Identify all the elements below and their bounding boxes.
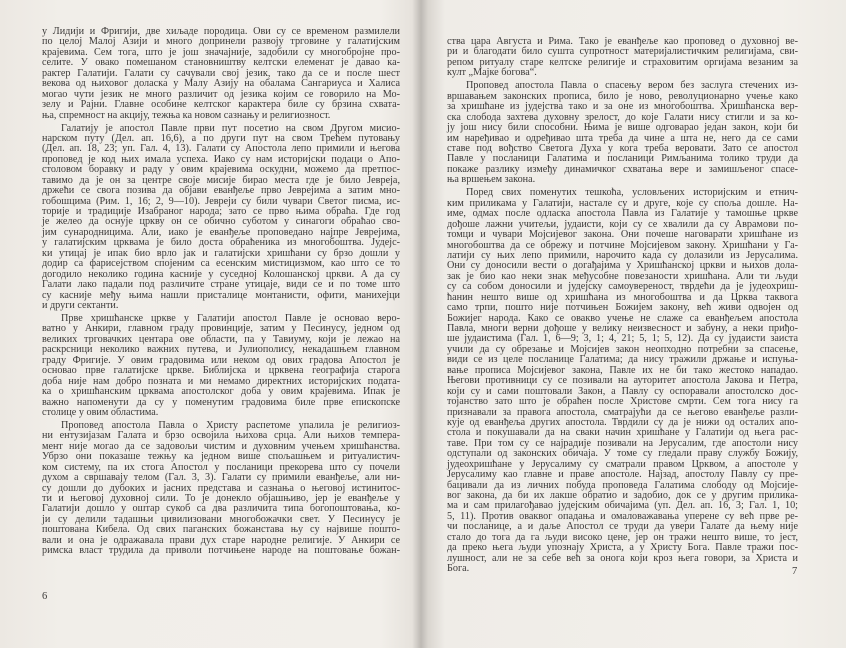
text-line: ком систему, па их стога Апостол у посланици прекорева што су почели (42, 461, 400, 473)
text-line: могао чути језик не много различит од језика којим се говорило на Мо- (42, 88, 400, 100)
text-line: поштована Кибела. Од свих паганских божанстава њу су највише пошто- (42, 524, 400, 536)
paragraph (447, 37, 798, 79)
text-line: ни ентузијазам Галата и брзо освојила њихова срца. Али њихов темпера- (42, 430, 400, 442)
text-line: име, одмах после одласка апостола Павла из Галатије у тамошње цркве (447, 208, 798, 220)
text-line: Проповед апостола Павла о Христу распетоме упалила је религиоз- (61, 419, 400, 431)
text-line: ји су делили тадашњи цивилизовани многобожачки свет. У Песинусу је (42, 513, 400, 525)
text-line: Поред свих поменутих тешкоћа, условљених историјским и етнич- (466, 187, 798, 199)
text-line: ки утицај је ипак био врло јак и галатијски хришћани су брзо дошли у (42, 247, 400, 259)
text-line: ска слобода захтева духовну зрелост, до које Галати нису стигли и за ко- (447, 111, 798, 123)
text-line: Убрзо они показаше тежњу ка једном више спољашњем и ритуалистич- (42, 451, 400, 463)
text-line: томци и чувари Мојсијевог закона. Они почеше наговарати хришћане из (447, 229, 798, 241)
text-line: да преко њега људи упознају Христа, а у Христу Бога. Павле тражи пос- (447, 542, 798, 554)
text-line: признавали за правога апостола, сматрајући да се његово еванђеље разли- (447, 406, 798, 418)
text-line: стало до тога да га људи високо цене, јер он тражи нешто више, то јест, (447, 531, 798, 543)
text-line: су дошли до дубоких и јасних представа и сазнања о његовој истинитос- (42, 482, 400, 494)
text-line: 5, 11). Против оваквог опадања и омаловажавања уперене су већ прве ре- (447, 510, 798, 522)
text-line: јудеохришћане у Јерусалиму су сматрали правом Црквом, а апостоле у (447, 458, 798, 470)
text-line: торије и традиције Изабраног народа; зато се прво њима обраћа. Где год (42, 206, 400, 218)
text-line: ма и сам прилагођавао јудејским обичајима (уп. Дел. ап. 16, 3; Гал. 1, 10; (447, 500, 798, 512)
paragraph (42, 27, 400, 121)
text-line: вали и она је одражавала прави дух старе народне религије. У Анкири се (42, 534, 400, 546)
text-line: нарском путу (Дел. ап. 16,6), а по други пут на свом Трећем путовању (42, 132, 400, 144)
text-line: духом а свршавају телом (Гал. 3, 3). Галати су примили еванђеље, али ни- (42, 472, 400, 484)
text-line: многобоштва да се обрежу и потчине Мојсијевом закону. Хришћани у Га- (447, 239, 798, 251)
text-line: вршавањем законских прописа, било је ново, револуционарно учење како (447, 90, 798, 102)
text-line: крајевима. Сем тога, што је још значајније, задобили су многобројне про- (42, 46, 400, 58)
text-line: важно напоменути да су у поменутим градовима биле прве епископске (42, 396, 400, 408)
text-line: учили да су обрезање и Мојсијев закон неопходно потребни за спасење, (447, 343, 798, 355)
text-line: Галатији дошло у оштар сукоб са два различита типа богопоштовања, ко- (42, 503, 400, 515)
text-line: гобошцима (Рим. 1, 16; 2, 9—10). Јевреји су били чувари Светог писма, ис- (42, 195, 400, 207)
text-line: ња, спремност на акцију, тежња ка новом сазнању и религиозност. (42, 109, 331, 121)
text-line: ња вршењем закона. (447, 174, 536, 186)
text-line: Павле у посланици Галатима и посланици Римљанима толико труди да (447, 153, 798, 165)
text-line: јим сународницима. Али, иако је еванђеље проповедано најпре Јеврејима, (42, 226, 400, 238)
right-page-text (447, 37, 798, 577)
text-line: по целој Малој Азији и много допринели развоју трговине у галатијским (42, 36, 400, 48)
text-line: зелу и Рајни. Главне особине келтског карактера биле су брзина схвата- (42, 99, 400, 111)
text-line: Јерусалиму као главне и праве апостоле. Најзад, апостолу Павлу су пре- (447, 469, 798, 481)
text-line: тавимо да је он за центре своје мисије бирао места где је било Јевреја, (42, 174, 400, 186)
text-line: столовом боравку и раду у овим крајевима оскудни, можемо да претпос- (42, 164, 400, 176)
text-line: таве. При том су се најрадије позивали на Јерусалим, где апостоли нису (447, 437, 798, 449)
paragraph (42, 421, 400, 557)
text-line: латији су њих лепо примили, нарочито када су долазили из Јерусалима. (447, 249, 798, 261)
text-line: за хришћане из јудејства тако и за оне из многобоштва. Хришћанска вер- (447, 101, 798, 113)
text-line: бацивали да из личних побуда проповеда Галатима слободу од Мојсије- (447, 479, 798, 491)
text-line: ка о хришћанским црквама апостолског доба у овим крајевима. Ипак је (42, 386, 400, 398)
text-line: ше јудаистима (Гал. 1, 6—9; 3, 1; 4, 21; 5, 1; 5, 12). Да су јудаисти заиста (447, 333, 798, 345)
text-line: су касније међу њима нашли присталице монтанисти, офити, манихејци (42, 289, 400, 301)
text-line: селите. У овако помешаном становништву келтски елеменат је давао ка- (42, 57, 400, 69)
text-line: ватно у Анкири, главном граду провинције, затим у Песинусу, једном од (42, 323, 400, 335)
text-line: зак је био као неки знак међусобне повезаности хришћана. Али ти људи (447, 270, 798, 282)
text-line: Његови противници су се позивали на ауторитет апостола Јакова и Петра, (447, 375, 798, 387)
text-line: додир са фарисејством спојеним са есенским мистицизмом, као што се то (42, 258, 400, 270)
text-line: (Дел. ап. 18, 23; уп. Гал. 4, 13). Галати су Апостола лепо примили и његова (42, 143, 400, 155)
text-line: ри и благодати било сушта супротност материјалистичким религијама, сви- (447, 46, 798, 58)
text-line: види се из целе посланице Галатима; да нису тражили држање и испуња- (447, 354, 798, 366)
text-line: држећи се свога позива да објави еванђеље прво Јеврејима а затим мно- (42, 185, 400, 197)
text-line: и други сектанти. (42, 299, 119, 311)
text-line: ти и његовој духовној сили. То је донекло објашњиво, јер је еванђеље у (42, 493, 400, 505)
text-line: у Лидији и Фригији, две хиљаде породица. Ови су се временом размилели (42, 26, 400, 37)
text-line: вог закона, да би их лакше обратио и задобио, док се у другим прилика- (447, 490, 798, 501)
text-line: Галати лако падали под различите стране утицаје, види се и по томе што (42, 279, 400, 291)
text-line: граду Фригије. У овим градовима или неком од ових градова Апостол је (42, 354, 400, 366)
text-line: догодило неколико година касније у суседној Колошанској цркви. А да су (42, 268, 400, 280)
text-line: Они су доносили вести о догађајима у Хришћанској цркви и њихов дола- (447, 260, 798, 272)
text-line: који су и сами поштовали Закон, а Павлу су оспоравали апостолско дос- (447, 385, 798, 397)
text-line: рактер Галатији. Галати су сачували свој језик, тако да се и после шест (42, 67, 400, 79)
text-line: проповед је код њих имала успеха. Иако су нам историјски подаци о Апо- (42, 153, 400, 165)
paragraph (42, 124, 400, 312)
text-line: ћанин нешто више од хришћана из многобоштва и да Црква таквога (447, 291, 798, 303)
text-line: доба није нам добро позната и ми немамо директних историјских подата- (42, 375, 400, 387)
text-line: одступали од законских обичаја. У томе су гледали праву службу Божију, (447, 448, 798, 460)
text-line: ставе под вођство Светога Духа у кога треба веровати. Зато се апостол (447, 142, 798, 154)
text-line: лушност, али не за себе већ за онога који кроз њега говори, за Христа и (447, 552, 798, 564)
text-line: ким приликама у Галатији, настале су и друге, које су споља дошле. На- (447, 197, 798, 209)
text-line: стола и покушавали да на сваки начин хришћане у Галатији од њега рас- (447, 427, 798, 439)
text-line: чи посланице, а и даље Апостол се труди да увери Галате да њему није (447, 521, 798, 533)
text-line: Павла, многи верни дођоше у велику неизвесност и забуну, а неки приђо- (447, 323, 798, 334)
left-page-text (42, 27, 400, 559)
text-line: Бога. (447, 563, 470, 575)
text-line: раскрсници неколико важних путева, и Јулиополису, некадашњем главном (42, 344, 400, 356)
paragraph (42, 314, 400, 418)
paragraph (447, 188, 798, 574)
text-line: вање прописа Мојсијевог закона, Павле их не би тако жестоко нападао. (447, 364, 798, 376)
text-line: великих трговачких центара ове области, па у Тавиуму, који је лежао на (42, 333, 400, 345)
text-line: Прве хришћанске цркве у Галатији апостол Павле је основао веро- (61, 313, 400, 324)
text-line: култ „Мајке богова“. (447, 67, 537, 79)
text-line: Проповед апостола Павла о спасењу вером без заслуга стечених из- (466, 80, 798, 92)
text-line: Галатију је апостол Павле први пут посетио на свом Другом мисио- (61, 122, 400, 134)
text-line: кује од еванђеља других апостола. Тврдили су да је нижи од осталих апо- (447, 416, 798, 428)
text-line: у галатијским црквама је било доста обраћеника из многобоштва. Јудејс- (42, 237, 400, 249)
text-line: су са собом доносили и јудејску самоувереност, тврдећи да је јудеохриш- (447, 281, 798, 293)
text-line: дођоше лажни учитељи, јудаисти, који су се хвалили да су Аврамови по- (447, 218, 798, 230)
text-line: тојанство зато што је обраћен после Христове смрти. Сем тога нису га (447, 396, 798, 408)
text-line: репом ритуалу старе келтске религије и страховитим оргијама везаним за (447, 56, 798, 68)
text-line: ства цара Августа и Рима. Тако је еванђеље као проповед о духовној ве- (447, 36, 798, 47)
text-line: само трпи, пошто није потчињен Божијем закону, већ живи одвојен од (447, 302, 798, 314)
text-line: им наређивао и одређивао шта треба да чине а шта не, него да се сами (447, 132, 798, 144)
text-line: векова од њиховог доласка у Малу Азију на обалама Сангариуса и Халиса (42, 78, 400, 90)
page-number-left: 6 (42, 591, 48, 602)
paragraph (447, 81, 798, 185)
text-line: мент није могао да се задовољи чистим и духовним учењем хришћанства. (42, 440, 400, 452)
text-line: ју још нису били способни. Њима је више одговарао један закон, који би (447, 122, 798, 134)
text-line: римска власт трудила да приволи потчињене народе на поштовање божан- (42, 545, 400, 557)
page-number-right: 7 (792, 566, 798, 577)
text-line: основао прве галатијске цркве. Библијска и црквена географија старога (42, 365, 400, 377)
text-line: је желео да оснује цркву он се обично суботом у синагоги обраћао сво- (42, 216, 400, 228)
text-line: Божијег народа. Како се овакво учење не слаже са еванђељем апостола (447, 312, 798, 324)
text-line: покаже разлику између динамичког схватања вере и замишљеног спасе- (447, 163, 798, 175)
text-line: столице у овим областима. (42, 406, 159, 418)
